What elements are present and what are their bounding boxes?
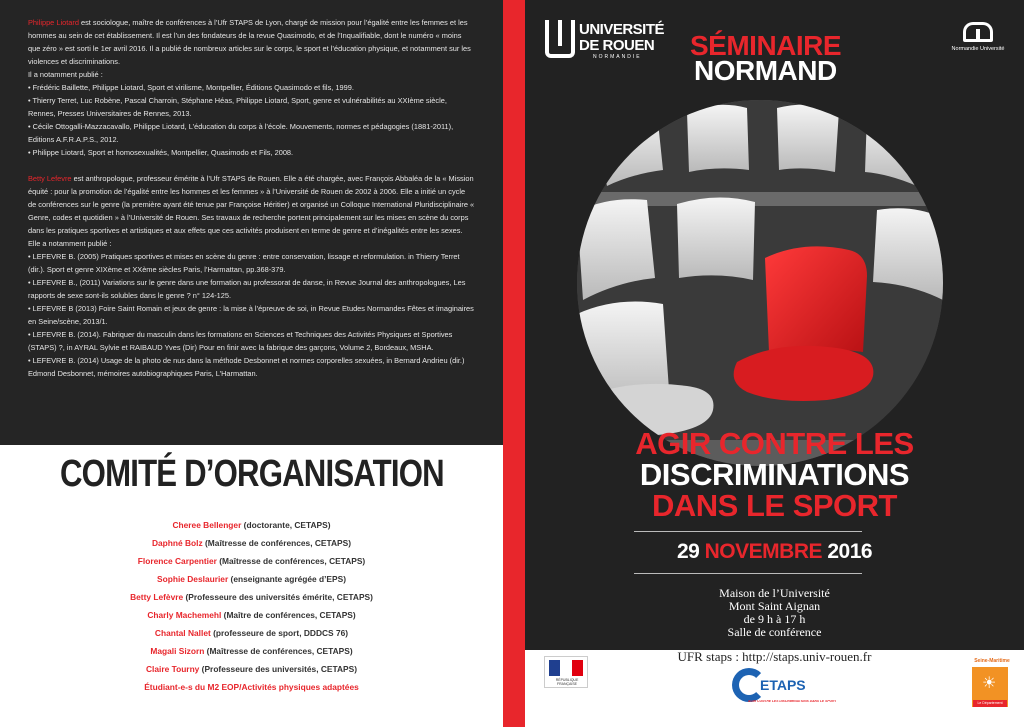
event-title-line3: DANS LE SPORT xyxy=(652,488,897,523)
event-venue: Maison de l’Université Mont Saint Aignan de 9 h à 17 h Salle de conférence xyxy=(719,586,830,639)
normandie-universite-logo: Normandie Université xyxy=(946,22,1010,52)
committee-member: Florence Carpentier (Maîtresse de conférences, CETAPS) xyxy=(137,556,366,566)
seminar-title-line1: SÉMINAIRE xyxy=(690,30,842,61)
committee-member: Étudiant-e-s du M2 EOP/Activités physiques adaptées xyxy=(144,682,359,692)
bio-item: • LEFEVRE B. (2014) Usage de la photo de nus dans la méthode Desbonnet et normes corporelles sexuées, in Bernard Andrieu (dir.) Edmond Desbonnet, mémoires autobiographiques Paris, L’Harmattan. xyxy=(28,356,465,378)
bio-item: • Thierry Terret, Luc Robène, Pascal Charroin, Stéphane Héas, Philippe Liotard, Sport, genre et vulnérabilités au XXIème siècle, Rennes, Presses Universitaires de Rennes, 2013. xyxy=(28,96,447,118)
committee-member: Daphné Bolz (Maîtresse de conférences, CETAPS) xyxy=(151,538,352,548)
bio-item: • LEFEVRE B. (2005) Pratiques sportives et mises en scène du genre : entre conservation, lissage et reformulation. in Thierry Terret (dir.). Sport et genre XIXème et XXème siècles Paris, l’Harmattan, pp.368-379. xyxy=(28,252,460,274)
committee-list xyxy=(0,516,503,696)
event-title-line1: AGIR CONTRE LES xyxy=(635,426,914,461)
committee-member: Cheree Bellenger (doctorante, CETAPS) xyxy=(172,520,331,530)
bio-item: • LEFEVRE B (2013) Foire Saint Romain et jeux de genre : la mise à l’épreuve de soi, in Revue Etudes Normandes Fêtes et imaginaires en Seine/scène, 2013/1. xyxy=(28,304,474,326)
committee-member: Magali Sizorn (Maîtresse de conférences, CETAPS) xyxy=(150,646,353,656)
bio-published-label: Il a notamment publié : xyxy=(28,70,103,79)
bio-item: • Cécile Ottogalli-Mazzacavallo, Philippe Liotard, L’éducation du corps à l’école. Mouvements, normes et pédagogies (1881-2011), Editions A.F.R.A.P.S., 2012. xyxy=(28,122,454,144)
bio-item: • LEFEVRE B. (2014). Fabriquer du masculin dans les formations en Sciences et Techniques des Activités Physiques et Sportives (STAPS) ?, in AYRAL Sylvie et RAIBAUD Yves (Dir) Pour en finir avec la fabrique des garçons, Volume 2, Bordeaux, MSHA. xyxy=(28,330,453,352)
nu-mark-icon xyxy=(963,22,993,42)
univ-mark-icon xyxy=(545,20,575,58)
bio-item: • Philippe Liotard, Sport et homosexualités, Montpellier, Quasimodo et Fils, 2008. xyxy=(28,148,294,157)
seats-illustration xyxy=(577,100,943,466)
bio-item: • LEFEVRE B., (2011) Variations sur le genre dans une formation au professorat de danse, in Revue Journal des anthropologues, Les rapports de sexe sont-ils solubles dans le genre ? n° 124-125. xyxy=(28,278,466,300)
committee-title: COMITÉ D’ORGANISATION xyxy=(60,453,444,495)
bio-published-label: Elle a notamment publié : xyxy=(28,239,112,248)
seine-maritime-logo: Seine-Maritime ☀ Le Département xyxy=(972,658,1012,720)
divider xyxy=(634,531,862,532)
seine-maritime-figure-icon: ☀ Le Département xyxy=(972,667,1008,707)
event-date: 29 NOVEMBRE 2016 xyxy=(676,540,873,563)
seminar-title-line2: NORMAND xyxy=(694,55,837,86)
committee-member: Chantal Nallet (professeure de sport, DDDCS 76) xyxy=(154,628,349,638)
bio-liotard-intro: Philippe Liotard est sociologue, maître de conférences à l’Ufr STAPS de Lyon, chargé de mission pour l’égalité entre les femmes et les hommes au sein de cet établissement. Il est l’un des fondateurs de la revue Quasimodo, et de l’Inqualifiable, dont le numéro « moins que zéro » est sorti le 1er avril 2016. Il a publié de nombreux articles sur le corps, le sport et l’éducation physique, et notamment sur les violences et discriminations. xyxy=(28,18,471,66)
bio-lefevre-intro: Betty Lefevre est anthropologue, professeur émérite à l’Ufr STAPS de Rouen. Elle a été chargée, avec François Abbaléa de la « Mission équité : pour la promotion de l’égalité entre les hommes et les femmes » à l’Université de Rouen de 2002 à 2006. Elle a initié un cycle de conférences sur le genre (la première ayant été tenue par Françoise Héritier) et organisé un Colloque International Pluridisciplinaire « Genre, codes et quotidien » à l’Université de Rouen. Ses travaux de recherche portent principalement sur les mises en scène du corps dans les pratiques sportives et artistiques et aux effets que ces activités produisent en terme de genre et d’inégalités entre les sexes. xyxy=(28,174,475,235)
committee-member: Claire Tourny (Professeure des universités, CETAPS) xyxy=(145,664,357,674)
stadium-seats-photo xyxy=(577,100,943,466)
event-title-line2: DISCRIMINATIONS xyxy=(639,457,910,492)
cetaps-logo: ETAPS xyxy=(732,668,822,708)
french-flag-icon xyxy=(549,660,583,676)
committee-member: Sophie Deslaurier (enseignante agrégée d’EPS) xyxy=(157,574,346,584)
ufr-link[interactable]: UFR staps : http://staps.univ-rouen.fr xyxy=(677,649,872,664)
universite-rouen-logo: UNIVERSITÉ DE ROUEN NORMANDIE xyxy=(545,20,655,60)
committee-member: Charly Machemehl (Maître de conférences, CETAPS) xyxy=(147,610,356,620)
republique-francaise-logo: RÉPUBLIQUE FRANÇAISE xyxy=(544,656,588,688)
bio-name: Philippe Liotard xyxy=(28,18,79,27)
bio-name: Betty Lefevre xyxy=(28,174,72,183)
bio-item: • Frédéric Baillette, Philippe Liotard, Sport et virilisme, Montpellier, Éditions Quasimodo et fils, 1999. xyxy=(28,83,354,92)
divider xyxy=(634,573,862,574)
agir-small-logo: AGIR CONTRE LES DISCRIMINATIONS DANS LE SPORT xyxy=(748,700,837,704)
speaker-bios xyxy=(0,0,503,445)
committee-member: Betty Lefèvre (Professeure des universités émérite, CETAPS) xyxy=(130,592,373,602)
red-spine xyxy=(503,0,525,727)
